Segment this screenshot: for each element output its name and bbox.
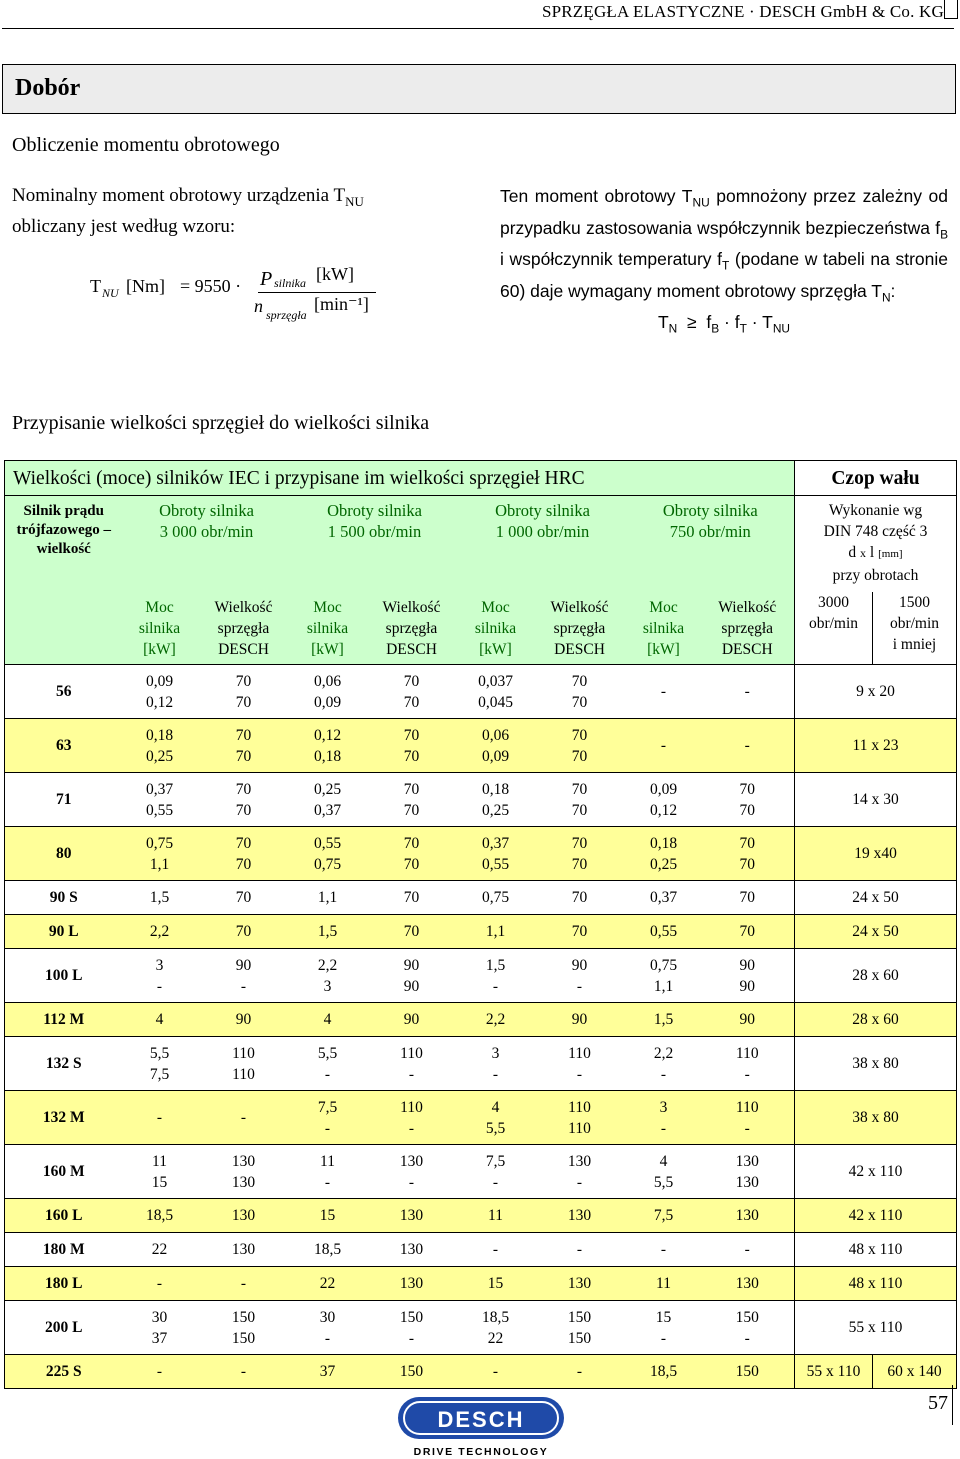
motor-size-cell: 90 S	[5, 881, 123, 915]
coupling-size-cell: 150 150	[197, 1301, 291, 1355]
power-cell: 3 -	[459, 1037, 533, 1091]
rpm-header-3000: Obroty silnika 3 000 obr/min	[123, 496, 291, 593]
motor-size-cell: 160 L	[5, 1199, 123, 1233]
shaft-cell: 48 x 110	[795, 1267, 957, 1301]
coupling-size-subheader: Wielkość sprzęgła DESCH	[365, 592, 459, 665]
power-cell: 18,5	[291, 1233, 365, 1267]
coupling-size-cell: 90	[533, 1003, 627, 1037]
coupling-size-cell: 130	[365, 1233, 459, 1267]
power-cell: 15	[291, 1199, 365, 1233]
coupling-size-cell: 130	[701, 1267, 795, 1301]
coupling-size-cell: 110 -	[701, 1037, 795, 1091]
calc-right-text: Ten moment obrotowy $T_{NU}$ pomnożony przez zależny od przypadku zastosowania współczynnik bezpieczeństwa $f_B$ i współczynnik temperatury $f_T$ (podane w tabeli na stronie 60) daje wymagany moment obrotowy sprzęgła $T_N$: $T_N \ge f_B \cdot f_T \cdot T_{NU}$	[500, 184, 948, 342]
power-cell: 11 15	[123, 1145, 197, 1199]
table-row	[5, 1267, 957, 1301]
power-cell: 30 -	[291, 1301, 365, 1355]
shaft-cell: 55 x 110	[795, 1301, 957, 1355]
power-cell: 30 37	[123, 1301, 197, 1355]
motor-size-cell: 225 S	[5, 1355, 123, 1389]
shaft-3000-subheader: 3000 obr/min	[795, 592, 873, 665]
power-cell: -	[627, 665, 701, 719]
logo-text: DESCH	[437, 1407, 525, 1432]
power-cell: 0,75	[459, 881, 533, 915]
table-row	[5, 1037, 957, 1091]
coupling-size-cell: 90	[197, 1003, 291, 1037]
header-rule	[2, 28, 954, 29]
power-cell: 2,2 -	[627, 1037, 701, 1091]
power-cell: 3 -	[627, 1091, 701, 1145]
table-row	[5, 915, 957, 949]
coupling-size-cell: 70 70	[365, 719, 459, 773]
power-subheader: Moc silnika [kW]	[627, 592, 701, 665]
coupling-size-cell: 70	[533, 915, 627, 949]
power-cell: -	[627, 719, 701, 773]
power-cell: 0,037 0,045	[459, 665, 533, 719]
power-cell: -	[123, 1355, 197, 1389]
coupling-size-subheader: Wielkość sprzęgła DESCH	[197, 592, 291, 665]
coupling-size-cell: 150	[701, 1355, 795, 1389]
power-cell: 7,5 -	[459, 1145, 533, 1199]
shaft-cell: 38 x 80	[795, 1037, 957, 1091]
coupling-size-subheader: Wielkość sprzęgła DESCH	[533, 592, 627, 665]
table-row	[5, 1199, 957, 1233]
power-subheader: Moc silnika [kW]	[291, 592, 365, 665]
shaft-cell: 19 x40	[795, 827, 957, 881]
coupling-size-cell: -	[701, 1233, 795, 1267]
coupling-size-cell: 130 -	[365, 1145, 459, 1199]
calc-heading: Obliczenie momentu obrotowego	[12, 134, 280, 156]
coupling-size-cell: 70	[701, 915, 795, 949]
logo-tagline: DRIVE TECHNOLOGY	[413, 1446, 549, 1458]
desch-logo	[396, 1395, 566, 1459]
coupling-size-cell: 70 70	[533, 773, 627, 827]
coupling-size-cell: 70 70	[701, 773, 795, 827]
power-cell: 1,5	[627, 1003, 701, 1037]
motor-size-header: Silnik prądu trójfazowego – wielkość	[5, 496, 123, 593]
coupling-size-cell: 70 70	[197, 719, 291, 773]
shaft-cell: 48 x 110	[795, 1233, 957, 1267]
czop-header: Czop wału	[795, 461, 957, 496]
power-cell: 22	[291, 1267, 365, 1301]
shaft-cell: 42 x 110	[795, 1199, 957, 1233]
corner-mark	[944, 0, 958, 19]
power-cell: 18,5	[627, 1355, 701, 1389]
rpm-header-750: Obroty silnika 750 obr/min	[627, 496, 795, 593]
table-row	[5, 665, 957, 719]
power-cell: 2,2 3	[291, 949, 365, 1003]
power-cell: 0,06 0,09	[459, 719, 533, 773]
shaft-cell: 60 x 140	[873, 1355, 957, 1389]
table-row	[5, 1355, 957, 1389]
coupling-size-cell: 70 70	[365, 827, 459, 881]
motor-size-cell: 200 L	[5, 1301, 123, 1355]
power-cell: 4	[291, 1003, 365, 1037]
power-cell: 37	[291, 1355, 365, 1389]
coupling-size-cell: -	[701, 719, 795, 773]
coupling-size-cell: 130 -	[533, 1145, 627, 1199]
coupling-size-cell: 70	[365, 881, 459, 915]
coupling-size-cell: 70	[197, 915, 291, 949]
table-row	[5, 827, 957, 881]
power-subheader: Moc silnika [kW]	[459, 592, 533, 665]
power-cell: 0,06 0,09	[291, 665, 365, 719]
coupling-size-cell: 90	[365, 1003, 459, 1037]
coupling-size-cell: 110 -	[533, 1037, 627, 1091]
power-subheader: Moc silnika [kW]	[123, 592, 197, 665]
power-cell: 1,5 -	[459, 949, 533, 1003]
power-cell: 1,1	[291, 881, 365, 915]
power-cell: 0,55	[627, 915, 701, 949]
shaft-cell: 28 x 60	[795, 949, 957, 1003]
power-cell: 15 -	[627, 1301, 701, 1355]
power-cell: -	[459, 1355, 533, 1389]
coupling-size-cell: -	[197, 1091, 291, 1145]
motor-size-cell: 180 L	[5, 1267, 123, 1301]
power-cell: 5,5 -	[291, 1037, 365, 1091]
power-cell: 5,5 7,5	[123, 1037, 197, 1091]
shaft-cell: 28 x 60	[795, 1003, 957, 1037]
shaft-cell: 38 x 80	[795, 1091, 957, 1145]
coupling-size-cell: 130	[701, 1199, 795, 1233]
power-cell: 0,75 1,1	[123, 827, 197, 881]
motor-size-cell: 160 M	[5, 1145, 123, 1199]
shaft-cell: 42 x 110	[795, 1145, 957, 1199]
coupling-size-cell: 110 110	[533, 1091, 627, 1145]
motor-size-cell: 80	[5, 827, 123, 881]
coupling-size-cell: -	[197, 1267, 291, 1301]
coupling-size-cell: 130	[365, 1267, 459, 1301]
coupling-size-cell: 130 130	[197, 1145, 291, 1199]
table-row	[5, 773, 957, 827]
coupling-size-cell: 130	[365, 1199, 459, 1233]
coupling-size-table	[4, 460, 957, 1389]
shaft-cell: 24 x 50	[795, 881, 957, 915]
table-row	[5, 1145, 957, 1199]
motor-size-cell: 63	[5, 719, 123, 773]
subheader-blank	[5, 592, 123, 665]
power-cell: 7,5 -	[291, 1091, 365, 1145]
coupling-size-cell: 110 -	[365, 1091, 459, 1145]
coupling-size-cell: 70 70	[365, 773, 459, 827]
table-row	[5, 881, 957, 915]
coupling-size-cell: 70	[533, 881, 627, 915]
rpm-header-1500: Obroty silnika 1 500 obr/min	[291, 496, 459, 593]
power-cell: 2,2	[459, 1003, 533, 1037]
table-row	[5, 1233, 957, 1267]
coupling-size-cell: 90 90	[701, 949, 795, 1003]
coupling-size-cell: 150 150	[533, 1301, 627, 1355]
power-cell: -	[123, 1091, 197, 1145]
coupling-size-cell: 70	[701, 881, 795, 915]
page-number: 57	[928, 1392, 948, 1414]
power-cell: 0,12 0,18	[291, 719, 365, 773]
table-row	[5, 1003, 957, 1037]
power-cell: -	[459, 1233, 533, 1267]
coupling-size-cell: 70 70	[533, 665, 627, 719]
calc-left-text: Nominalny moment obrotowy urządzenia $T_{NU}$ obliczany jest według wzoru:	[12, 185, 364, 237]
power-cell: 11	[627, 1267, 701, 1301]
motor-size-cell: 100 L	[5, 949, 123, 1003]
table-title: Wielkości (moce) silników IEC i przypisane im wielkości sprzęgieł HRC	[5, 461, 795, 496]
power-cell: -	[627, 1233, 701, 1267]
coupling-size-cell: 110 -	[701, 1091, 795, 1145]
power-cell: 11	[459, 1199, 533, 1233]
coupling-size-cell: 70 70	[197, 827, 291, 881]
power-cell: 0,18 0,25	[123, 719, 197, 773]
coupling-size-cell: 110 -	[365, 1037, 459, 1091]
rpm-header-1000: Obroty silnika 1 000 obr/min	[459, 496, 627, 593]
table-row	[5, 949, 957, 1003]
coupling-size-subheader: Wielkość sprzęgła DESCH	[701, 592, 795, 665]
power-cell: 18,5	[123, 1199, 197, 1233]
torque-formula: T NU [Nm] = 9550 · P silnika [kW] n sprzęgła [min⁻¹]	[90, 262, 390, 322]
power-cell: 0,37 0,55	[123, 773, 197, 827]
table-row	[5, 1301, 957, 1355]
shaft-cell: 24 x 50	[795, 915, 957, 949]
table-row	[5, 1091, 957, 1145]
coupling-size-cell: -	[197, 1355, 291, 1389]
table-row	[5, 719, 957, 773]
power-cell: 0,18 0,25	[627, 827, 701, 881]
motor-size-cell: 71	[5, 773, 123, 827]
power-cell: 22	[123, 1233, 197, 1267]
coupling-size-cell: 90	[701, 1003, 795, 1037]
motor-size-cell: 132 S	[5, 1037, 123, 1091]
page-header: SPRZĘGŁA ELASTYCZNE · DESCH GmbH & Co. KG	[541, 2, 944, 21]
motor-size-cell: 112 M	[5, 1003, 123, 1037]
coupling-size-cell: 70 70	[365, 665, 459, 719]
power-cell: 1,1	[459, 915, 533, 949]
coupling-size-cell: 70	[365, 915, 459, 949]
coupling-size-cell: -	[533, 1233, 627, 1267]
motor-size-cell: 90 L	[5, 915, 123, 949]
coupling-size-cell: 150	[365, 1355, 459, 1389]
coupling-size-cell: 70 70	[197, 773, 291, 827]
power-cell: 4	[123, 1003, 197, 1037]
din-header: Wykonanie wg DIN 748 część 3 d x l [mm] przy obrotach	[795, 496, 957, 593]
power-cell: 0,25 0,37	[291, 773, 365, 827]
motor-size-cell: 180 M	[5, 1233, 123, 1267]
motor-size-cell: 56	[5, 665, 123, 719]
power-cell: 0,09 0,12	[123, 665, 197, 719]
power-cell: 18,5 22	[459, 1301, 533, 1355]
power-cell: -	[123, 1267, 197, 1301]
coupling-size-cell: 150 -	[701, 1301, 795, 1355]
shaft-cell: 14 x 30	[795, 773, 957, 827]
coupling-size-cell: 70 70	[533, 719, 627, 773]
power-cell: 0,75 1,1	[627, 949, 701, 1003]
power-cell: 1,5	[291, 915, 365, 949]
shaft-cell: 9 x 20	[795, 665, 957, 719]
coupling-size-cell: 90 90	[365, 949, 459, 1003]
power-cell: 11 -	[291, 1145, 365, 1199]
shaft-1500-subheader: 1500 obr/min i mniej	[873, 592, 957, 665]
assign-heading: Przypisanie wielkości sprzęgieł do wielkości silnika	[12, 412, 430, 434]
coupling-size-cell: -	[701, 665, 795, 719]
coupling-size-cell: 90 -	[533, 949, 627, 1003]
shaft-cell: 11 x 23	[795, 719, 957, 773]
coupling-size-cell: -	[533, 1355, 627, 1389]
power-cell: 3 -	[123, 949, 197, 1003]
coupling-size-cell: 70 70	[701, 827, 795, 881]
coupling-size-cell: 130	[533, 1267, 627, 1301]
power-cell: 7,5	[627, 1199, 701, 1233]
power-cell: 1,5	[123, 881, 197, 915]
coupling-size-cell: 90 -	[197, 949, 291, 1003]
power-cell: 15	[459, 1267, 533, 1301]
power-cell: 4 5,5	[627, 1145, 701, 1199]
power-cell: 0,37	[627, 881, 701, 915]
requirement-equation: $T_N \ge f_B \cdot f_T \cdot T_{NU}$	[657, 312, 791, 336]
coupling-size-cell: 150 -	[365, 1301, 459, 1355]
motor-size-cell: 132 M	[5, 1091, 123, 1145]
section-title: Dobór	[2, 64, 956, 114]
coupling-size-cell: 130 130	[701, 1145, 795, 1199]
power-cell: 2,2	[123, 915, 197, 949]
coupling-size-cell: 110 110	[197, 1037, 291, 1091]
coupling-size-cell: 70	[197, 881, 291, 915]
power-cell: 0,37 0,55	[459, 827, 533, 881]
power-cell: 4 5,5	[459, 1091, 533, 1145]
coupling-size-cell: 130	[197, 1199, 291, 1233]
coupling-size-cell: 70 70	[533, 827, 627, 881]
power-cell: 0,09 0,12	[627, 773, 701, 827]
coupling-size-cell: 130	[197, 1233, 291, 1267]
page-number-rule	[952, 1385, 954, 1425]
coupling-size-cell: 70 70	[197, 665, 291, 719]
shaft-cell: 55 x 110	[795, 1355, 873, 1389]
coupling-size-cell: 130	[533, 1199, 627, 1233]
power-cell: 0,18 0,25	[459, 773, 533, 827]
power-cell: 0,55 0,75	[291, 827, 365, 881]
